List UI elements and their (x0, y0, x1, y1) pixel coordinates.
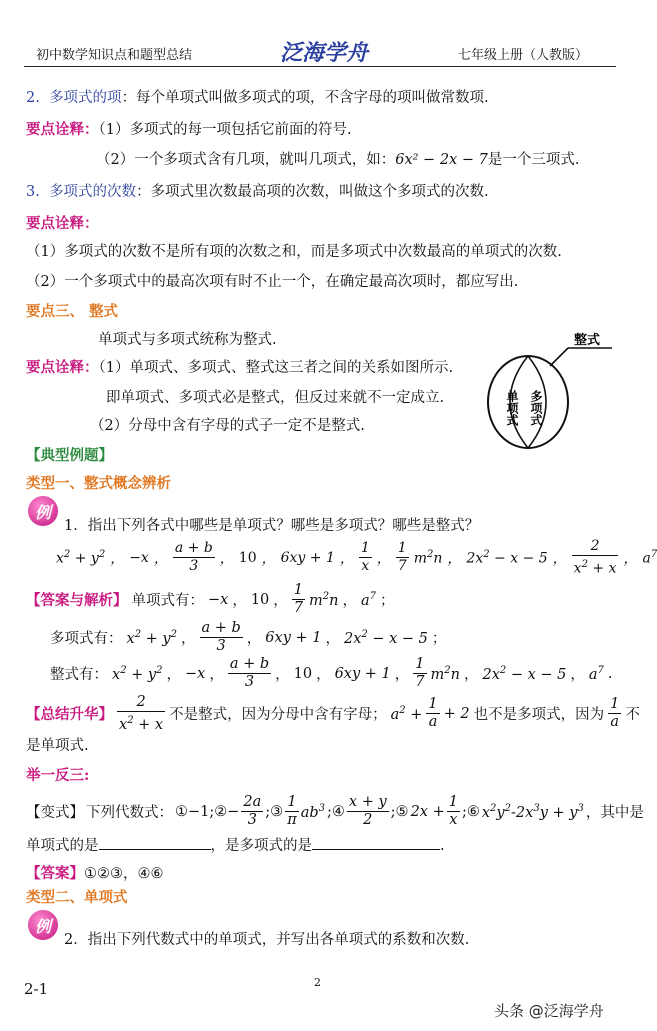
header-rule (24, 66, 616, 67)
example-badge-icon: 例 (28, 496, 58, 526)
example-2-text: 2．指出下列代数式中的单项式，并写出各单项式的系数和次数. (64, 932, 470, 948)
venn-right-label: 多项式 (529, 390, 543, 426)
header-left: 初中数学知识点和题型总结 (36, 48, 193, 63)
header-logo: 泛海学舟 (280, 40, 369, 66)
note-line-5: 要点诠释：（1）单项式、多项式、整式这三者之间的关系如图所示. (26, 359, 454, 376)
example-badge-icon-2: 例 (28, 910, 58, 940)
blank-1[interactable] (99, 835, 211, 850)
venn-outer-label: 整式 (574, 333, 601, 348)
venn-diagram (476, 326, 616, 456)
note-line-7: （2）分母中含有字母的式子一定不是整式. (90, 418, 365, 434)
summary-line-2: 是单项式. (26, 738, 89, 754)
note-line-3: （1）多项式的次数不是所有项的次数之和，而是多项式中次数最高的单项式的次数. (26, 244, 562, 260)
note-line-1: 要点诠释：（1）多项式的每一项包括它前面的符号. (26, 121, 352, 138)
note-line-6: 即单项式、多项式必是整式，但反过来就不一定成立. (106, 390, 445, 406)
answer-line-1: 【答案与解析】 单项式有： −x ， 10 ， $\frac{1}{7}$ $m^2n$ ， $a^7$ ； (26, 582, 395, 616)
footer-section: 2-1 (24, 980, 49, 998)
variant-line-2: 单项式的是 ，是多项式的是 . (26, 834, 445, 855)
section-heading: 要点三、 整式 (26, 303, 119, 320)
note-line-4: （2）一个多项式中的最高次项有时不止一个，在确定最高次项时，都应写出. (26, 274, 519, 290)
type1-heading: 类型一、整式概念辨析 (26, 475, 171, 492)
example-1-expressions: $x^2 + y^2$ ， −x ， $\frac{a + b}{3}$ ， 10 ， 6xy + 1 ， $\frac{1}{x}$ ， $\frac{1}{7}$ $m^2n$ ， $2x^2 - x - 5$ ， $\frac{2}{x^2 + x}$ ， $a^7$ (56, 538, 657, 577)
venn-left-label: 单项式 (505, 390, 519, 426)
page-number: 2 (314, 976, 321, 989)
section-text: 单项式与多项式统称为整式. (98, 332, 277, 348)
note-line-2: （2）一个多项式含有几项，就叫几项式，如：6x² − 2x − 7是一个三项式. (96, 152, 580, 168)
example-1-text: 1．指出下列各式中哪些是单项式？哪些是多项式？哪些是整式？ (64, 518, 480, 534)
answer-short: 【答案】①②③，④⑥ (26, 865, 164, 882)
examples-heading: 【典型例题】 (26, 447, 113, 464)
watermark: 头条 @泛海学舟 (494, 1002, 604, 1020)
summary-line: 【总结升华】 $\frac{2}{x^2 + x}$ 不是整式，因为分母中含有字母； $a^2$ + $\frac{1}{a}$ + 2 也不是多项式，因为 $\frac{1}{a}$ 不 (26, 694, 640, 733)
answer-line-3: 整式有： $x^2 + y^2$ ， −x ， $\frac{a + b}{3}$ ， 10 ， 6xy + 1 ， $\frac{1}{7}$ $m^2n$ ， $2x^2 - x - 5$ ， $a^7$ . (50, 656, 613, 690)
item-3-line: 3. 多项式的次数：多项式里次数最高项的次数，叫做这个多项式的次数. (26, 184, 489, 200)
type2-heading: 类型二、单项式 (26, 889, 128, 906)
practice-heading: 举一反三: (26, 767, 90, 784)
item-2-line: 2. 多项式的项：每个单项式叫做多项式的项，不含字母的项叫做常数项. (26, 90, 489, 106)
variant-line-1: 【变式】 下列代数式： ①−1;②− $\frac{2a}{3}$ ;③ $\frac{1}{\pi}$ $ab^3$ ;④ $\frac{x + y}{2}$ ;⑤ 2x + $\frac{1}{x}$ ;⑥ $x^2y^2-2x^3y + y^3$ ，其中是 (26, 794, 644, 828)
header-right: 七年级上册（人教版） (458, 48, 589, 63)
note-label: 要点诠释： (26, 215, 99, 232)
answer-line-2: 多项式有： $x^2 + y^2$ ， $\frac{a + b}{3}$ ， 6xy + 1 ， $2x^2 - x - 5$ ； (50, 620, 447, 654)
blank-2[interactable] (312, 835, 440, 850)
